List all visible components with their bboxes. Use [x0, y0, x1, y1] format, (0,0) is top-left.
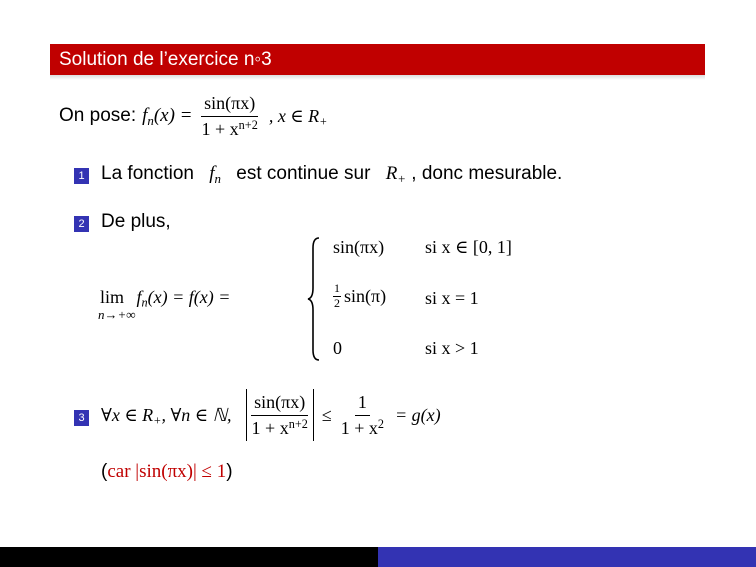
item-1-text-before: La fonction	[101, 163, 194, 184]
case-2-value	[333, 282, 386, 311]
note-close: )	[226, 461, 233, 482]
limit-lhs	[98, 287, 231, 322]
rhs-fraction-num: 1	[355, 392, 370, 416]
item-1-R	[386, 163, 406, 184]
abs-fraction-den	[249, 416, 311, 439]
item-1-text	[101, 163, 562, 185]
item-number-3: 3	[74, 410, 89, 426]
item-1-R-sub: +	[397, 170, 407, 186]
rhs-den-base: 1 + x	[340, 417, 378, 438]
item-1-fn	[209, 163, 221, 184]
footer-left-bar	[0, 547, 378, 567]
item-1-f-sub: n	[214, 170, 221, 186]
abs-fraction-num: sin(πx)	[251, 392, 308, 416]
item-1-f: f	[209, 163, 215, 184]
intro-fraction-den	[199, 117, 261, 140]
item-2-text: De plus,	[101, 211, 171, 232]
left-brace	[306, 236, 322, 362]
note-open: (	[101, 461, 108, 482]
abs-value-expression	[246, 389, 314, 441]
rhs-den-exp: 2	[377, 416, 385, 431]
item-1-text-middle: est continue sur	[236, 163, 371, 184]
case-2-sin: sin(π)	[344, 285, 387, 306]
case-1-value: sin(πx)	[333, 237, 385, 257]
footer-right-bar	[378, 547, 756, 567]
item-3-quant-sub: +	[153, 413, 162, 428]
item-1-text-after: , donc mesurable.	[411, 163, 563, 184]
case-2-half-den: 2	[334, 295, 340, 310]
abs-fraction	[249, 392, 311, 438]
intro-domain-sub: +	[319, 114, 328, 129]
limit-operator	[98, 287, 136, 322]
case-2-half-num: 1	[334, 281, 340, 295]
limit-lim: lim	[100, 287, 125, 307]
item-3-quant	[101, 405, 232, 426]
item-3-leq: ≤	[321, 404, 332, 425]
item-3-quant-text: ∀x ∈ R	[101, 404, 154, 425]
title-shadow	[50, 75, 705, 80]
intro-fraction	[199, 93, 261, 139]
item-number-2: 2	[74, 216, 89, 232]
intro-domain	[269, 106, 328, 127]
item-number-1: 1	[74, 168, 89, 184]
limit-f: f	[136, 287, 142, 307]
intro-label: On pose:	[59, 105, 137, 126]
intro-f: f	[142, 105, 148, 126]
frame-title: Solution de l’exercice n◦3	[59, 49, 272, 70]
case-2-condition: si x = 1	[425, 288, 479, 308]
item-3-rhs-eq: = g(x)	[395, 404, 441, 425]
rhs-fraction-den	[338, 416, 387, 439]
limit-f-sub: n	[141, 295, 148, 310]
abs-den-base: 1 + x	[251, 417, 289, 438]
case-1-condition: si x ∈ [0, 1]	[425, 237, 512, 257]
intro-den-base: 1 + x	[201, 118, 239, 139]
abs-den-exp: n+2	[288, 416, 308, 431]
case-3-value: 0	[333, 338, 342, 358]
intro-f-sub: n	[147, 112, 154, 128]
item-3-math	[101, 388, 441, 442]
intro-line	[59, 92, 327, 140]
intro-fraction-num: sin(πx)	[201, 93, 258, 117]
intro-domain-text: , x ∈ R	[268, 105, 320, 126]
item-1-R-text: R	[385, 163, 398, 184]
limit-rest: (x) = f(x) =	[147, 287, 231, 307]
case-3-condition: si x > 1	[425, 338, 479, 358]
rhs-fraction	[338, 392, 387, 438]
intro-function	[142, 105, 192, 127]
note-line	[101, 461, 233, 483]
case-2-half	[333, 282, 341, 311]
item-3-quant2: , ∀n ∈ ℕ,	[161, 404, 232, 425]
note-body: car |sin(πx)| ≤ 1	[107, 461, 227, 482]
limit-fn	[136, 287, 231, 310]
frame-title-bar	[50, 44, 705, 75]
intro-den-exp: n+2	[238, 117, 258, 132]
intro-arg: (x) =	[153, 105, 193, 126]
limit-sub: n→+∞	[98, 307, 136, 322]
